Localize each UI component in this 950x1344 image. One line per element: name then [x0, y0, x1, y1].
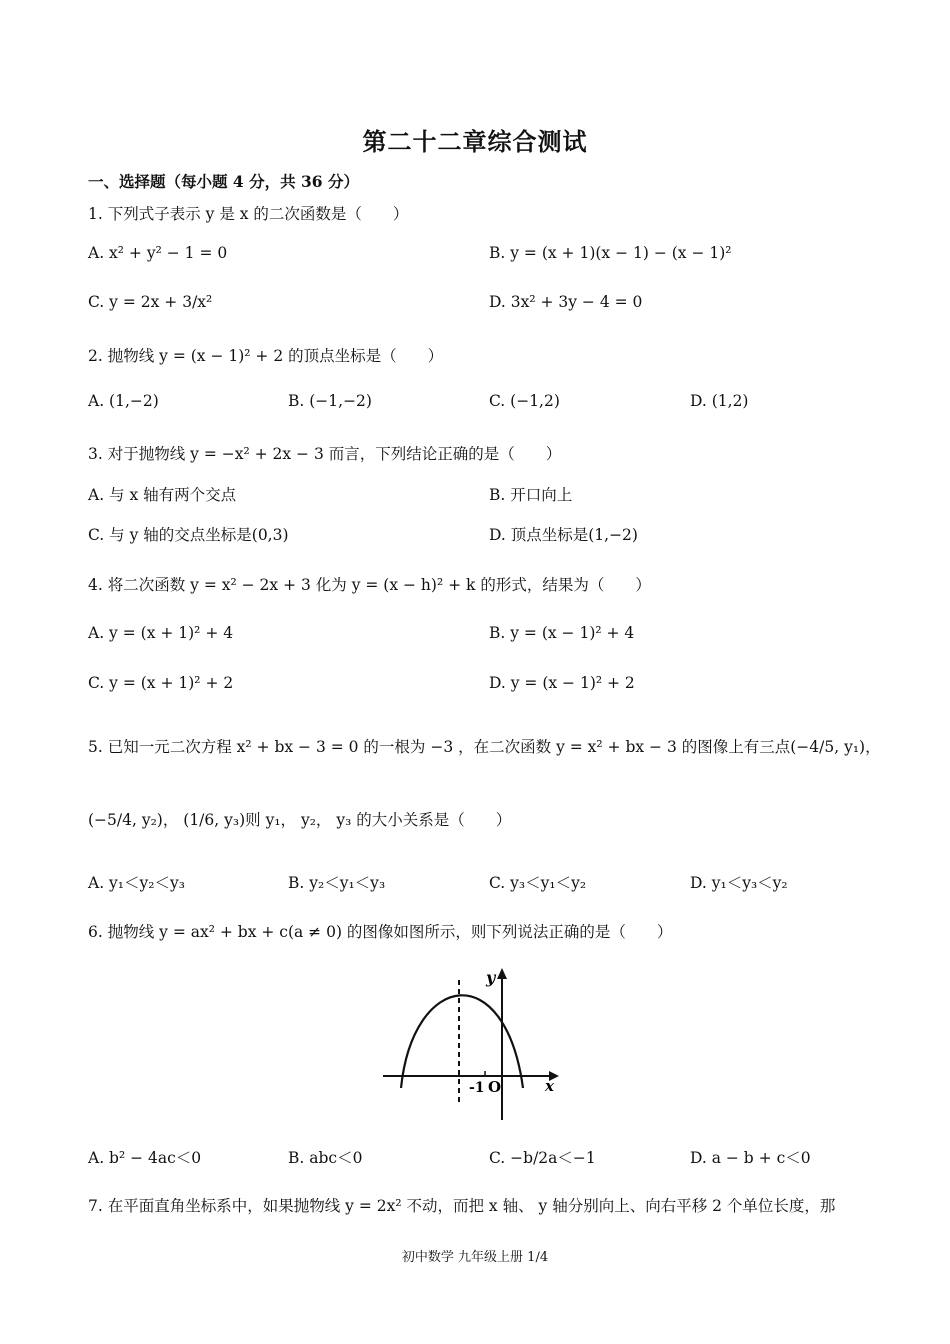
question-5-option-d: D. y₁＜y₃＜y₂: [690, 874, 788, 892]
question-4-option-b: B. y = (x − 1)² + 4: [489, 624, 635, 642]
tick-label-minus-one: -1: [469, 1080, 485, 1096]
question-6-stem: 6. 抛物线 y = ax² + bx + c(a ≠ 0) 的图像如图所示，则下列说法正确的是（ ）: [88, 923, 673, 941]
question-2-stem: 2. 抛物线 y = (x − 1)² + 2 的顶点坐标是（ ）: [88, 347, 444, 365]
question-5-stem-continued: (−5/4, y₂)， (1/6, y₃)则 y₁， y₂， y₃ 的大小关系是（ ）: [88, 811, 512, 829]
question-3-option-b: B. 开口向上: [489, 486, 573, 504]
question-3-stem: 3. 对于抛物线 y = −x² + 2x − 3 而言，下列结论正确的是（ ）: [88, 445, 562, 463]
question-1-option-b: B. y = (x + 1)(x − 1) − (x − 1)²: [489, 244, 732, 262]
x-axis-label: x: [545, 1077, 554, 1095]
page-footer: 初中数学 九年级上册 1/4: [401, 1250, 549, 1265]
question-7-stem: 7. 在平面直角坐标系中，如果抛物线 y = 2x² 不动，而把 x 轴、 y 轴分别向上、向右平移 2 个单位长度，那: [88, 1197, 836, 1215]
question-3-option-c: C. 与 y 轴的交点坐标是(0,3): [88, 526, 289, 544]
question-5-option-a: A. y₁＜y₂＜y₃: [88, 874, 185, 892]
question-6-option-a: A. b² − 4ac＜0: [88, 1149, 202, 1167]
question-1-stem: 1. 下列式子表示 y 是 x 的二次函数是（ ）: [88, 205, 409, 223]
question-2-option-a: A. (1,−2): [88, 392, 159, 410]
section-heading: 一、选择题（每小题 4 分，共 36 分）: [88, 172, 359, 191]
question-6-option-b: B. abc＜0: [288, 1149, 363, 1167]
parabola-figure: [375, 962, 565, 1124]
question-2-option-c: C. (−1,2): [489, 392, 560, 410]
question-2-option-d: D. (1,2): [690, 392, 749, 410]
y-axis-arrow: [497, 968, 507, 979]
question-6-option-c: C. −b/2a＜−1: [489, 1149, 596, 1167]
question-4-stem: 4. 将二次函数 y = x² − 2x + 3 化为 y = (x − h)² + k 的形式，结果为（ ）: [88, 576, 651, 594]
origin-label: O: [488, 1078, 502, 1096]
page-title: 第二十二章综合测试: [362, 127, 588, 156]
question-5-option-c: C. y₃＜y₁＜y₂: [489, 874, 587, 892]
question-1-option-c: C. y = 2x + 3/x²: [88, 293, 213, 311]
y-axis-label: y: [486, 968, 496, 987]
question-2-option-b: B. (−1,−2): [288, 392, 372, 410]
question-5-stem: 5. 已知一元二次方程 x² + bx − 3 = 0 的一根为 −3 ，在二次函数 y = x² + bx − 3 的图像上有三点(−4/5, y₁)，: [88, 738, 881, 756]
question-5-option-b: B. y₂＜y₁＜y₃: [288, 874, 386, 892]
question-4-option-c: C. y = (x + 1)² + 2: [88, 674, 234, 692]
question-3-option-a: A. 与 x 轴有两个交点: [88, 486, 237, 504]
question-4-option-d: D. y = (x − 1)² + 2: [489, 674, 635, 692]
question-4-option-a: A. y = (x + 1)² + 4: [88, 624, 234, 642]
question-1-option-d: D. 3x² + 3y − 4 = 0: [489, 293, 643, 311]
question-1-option-a: A. x² + y² − 1 = 0: [88, 244, 228, 262]
question-6-option-d: D. a − b + c＜0: [690, 1149, 811, 1167]
question-3-option-d: D. 顶点坐标是(1,−2): [489, 526, 638, 544]
parabola-curve: [401, 995, 523, 1088]
